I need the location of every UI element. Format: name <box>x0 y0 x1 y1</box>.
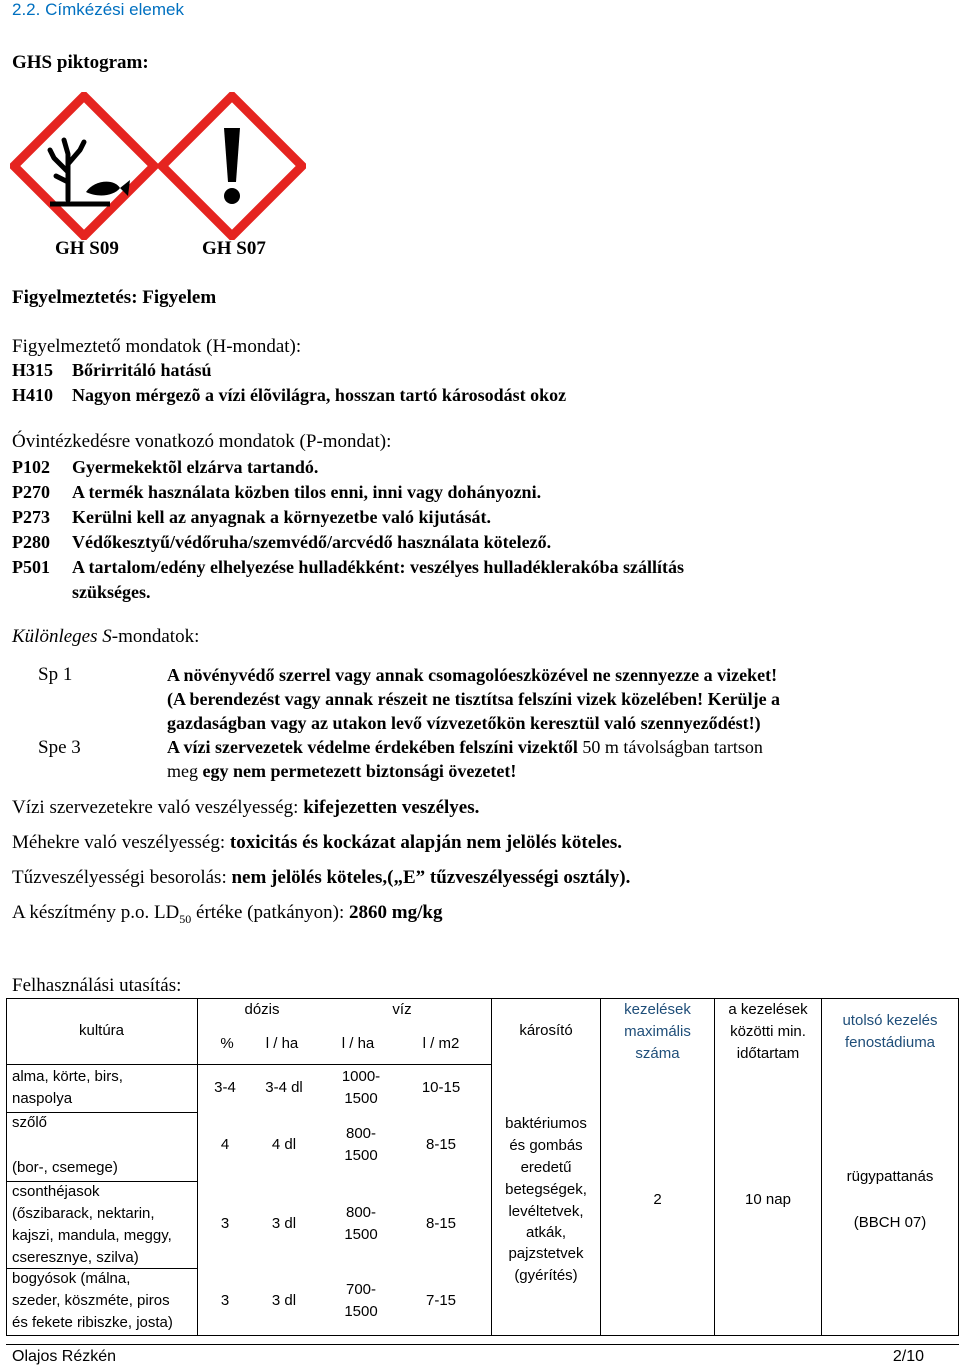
s-line-5-bold: egy nem permetezett biztonsági övezetet! <box>202 761 517 781</box>
h-statements-heading: Figyelmeztető mondatok (H-mondat): <box>12 336 302 357</box>
pest-line: betegségek, <box>505 1181 587 1198</box>
hazard-fire <box>12 867 630 889</box>
last-stage-line-1: rügypattanás <box>846 1168 934 1185</box>
table-row-crop: alma, körte, birs, <box>12 1068 123 1085</box>
p-text: A termék használata közben tilos enni, inni vagy dohányozni. <box>72 482 542 502</box>
s-line-5 <box>167 761 516 782</box>
table-cell-dose: 3 dl <box>271 1292 297 1309</box>
section-title: 2.2. Címkézési elemek <box>12 0 184 19</box>
s-line-1: A növényvédő szerrel vagy annak csomagolóeszközével ne szennyezze a vizeket! <box>167 665 778 685</box>
h-statement-item <box>12 360 212 381</box>
max-treatments-value: 2 <box>653 1191 662 1208</box>
signal-word-line <box>12 287 216 309</box>
p-code: P270 <box>12 482 50 502</box>
table-row-crop: (bor-, csemege) <box>12 1159 118 1176</box>
header-last-2: fenostádiuma <box>844 1034 936 1051</box>
p-text: A tartalom/edény elhelyezése hulladékként: veszélyes hulladéklerakóba szállítás <box>72 557 684 577</box>
table-cell-water: 1500 <box>344 1226 378 1243</box>
footer-product-name: Olajos Rézkén <box>12 1348 117 1365</box>
pictogram-label-ghs09: GH S09 <box>55 238 119 259</box>
table-cell-water: 800- <box>345 1204 377 1221</box>
p-code: P280 <box>12 532 50 552</box>
p-statement-item <box>12 507 491 528</box>
table-row-crop: szőlő <box>12 1114 48 1131</box>
p-code: P102 <box>12 457 50 477</box>
table-row-crop: csonthéjasok <box>12 1183 100 1200</box>
h-code: H315 <box>12 360 54 380</box>
pictogram-label-ghs07: GH S07 <box>202 238 266 259</box>
ld50-label-rest: értéke (patkányon): <box>191 902 350 923</box>
pest-line: pajzstetvek <box>508 1245 584 1262</box>
p-text: Kerülni kell az anyagnak a környezetbe való kijutását. <box>72 507 492 527</box>
sp1-code: Sp 1 <box>38 664 73 685</box>
header-max-3: száma <box>635 1045 680 1062</box>
p-text: Gyermekektõl elzárva tartandó. <box>72 457 319 477</box>
table-cell-pct: 3 <box>220 1215 230 1232</box>
header-l-m2: l / m2 <box>422 1035 460 1052</box>
signal-label: Figyelmeztetés: <box>12 287 138 308</box>
ghs-heading: GHS piktogram: <box>12 52 149 73</box>
header-crop: kultúra <box>78 1022 125 1039</box>
s-line-4-bold: A vízi szervezetek védelme érdekében felszíni vizektől <box>167 737 578 757</box>
header-l-ha-water: l / ha <box>341 1035 375 1052</box>
p-code: P501 <box>12 557 50 577</box>
table-cell-water: 1500 <box>344 1090 378 1107</box>
table-row-crop: kajszi, mandula, meggy, <box>12 1227 172 1244</box>
p-statement-item <box>12 482 541 503</box>
s-line-4 <box>167 737 763 758</box>
table-cell-pct: 3 <box>220 1292 230 1309</box>
hazard-value: kifejezetten veszélyes. <box>303 797 480 818</box>
header-water: víz <box>392 1001 412 1018</box>
table-cell-m2: 8-15 <box>425 1215 457 1232</box>
pest-line: (gyérítés) <box>514 1267 578 1284</box>
table-cell-m2: 8-15 <box>425 1136 457 1153</box>
table-cell-dose: 3 dl <box>271 1215 297 1232</box>
hazard-value: nem jelölés köteles,(„E” tűzveszélyességi osztály). <box>231 867 631 888</box>
ld50-value: 2860 mg/kg <box>349 902 443 923</box>
exclamation-mark-icon <box>158 92 306 240</box>
hazard-label: Méhekre való veszélyesség: <box>12 832 230 853</box>
pest-line: és gombás <box>509 1137 583 1154</box>
environment-hazard-icon <box>10 92 158 240</box>
last-stage-line-2: (BBCH 07) <box>853 1214 927 1231</box>
s-statements-heading <box>12 626 199 648</box>
h-text: Nagyon mérgezõ a vízi élõvilágra, hosszan tartó károsodást okoz <box>72 385 567 405</box>
h-text: Bőrirritáló hatású <box>72 360 212 380</box>
table-cell-water: 800- <box>345 1125 377 1142</box>
header-max-1: kezelések <box>624 1001 691 1018</box>
header-last-1: utolsó kezelés <box>842 1012 938 1029</box>
table-cell-m2: 7-15 <box>425 1292 457 1309</box>
table-row-crop: (őszibarack, nektarin, <box>12 1205 155 1222</box>
p-statements-heading: Óvintézkedésre vonatkozó mondatok (P-mondat): <box>12 431 392 452</box>
table-row-crop: bogyósok (málna, <box>12 1270 131 1287</box>
p-statement-item <box>12 532 551 553</box>
usage-heading: Felhasználási utasítás: <box>12 975 182 996</box>
table-cell-pct: 4 <box>220 1136 230 1153</box>
table-cell-water: 1500 <box>344 1147 378 1164</box>
hazard-label: Tűzveszélyességi besorolás: <box>12 867 232 888</box>
p-statement-item <box>12 457 318 478</box>
signal-value: Figyelem <box>142 287 217 308</box>
p-text: Védőkesztyű/védőruha/szemvédő/arcvédő használata kötelező. <box>72 532 552 552</box>
table-row-crop: cseresznye, szilva) <box>12 1249 139 1266</box>
ld50-line <box>12 902 442 927</box>
header-pct: % <box>220 1035 234 1052</box>
table-cell-water: 1500 <box>344 1303 378 1320</box>
s-line-3: gazdaságban vagy az utakon levő vízvezetőkön keresztül való szennyeződést!) <box>167 713 761 733</box>
table-cell-water: 700- <box>345 1281 377 1298</box>
header-dose: dózis <box>244 1001 280 1018</box>
s-line-5-start: meg <box>167 761 203 781</box>
pest-line: eredetű <box>520 1159 572 1176</box>
table-row-crop: szeder, köszméte, piros <box>12 1292 170 1309</box>
p-text-continuation: szükséges. <box>72 582 151 602</box>
header-pest: károsító <box>519 1022 573 1039</box>
header-max-2: maximális <box>624 1023 691 1040</box>
ld50-subscript: 50 <box>179 911 192 926</box>
spe3-code: Spe 3 <box>38 737 81 758</box>
hazard-aquatic <box>12 797 479 819</box>
footer-page-number: 2/10 <box>892 1348 924 1365</box>
table-row-crop: naspolya <box>12 1090 73 1107</box>
table-cell-m2: 10-15 <box>421 1079 461 1096</box>
s-heading-rest: -mondatok: <box>111 626 200 647</box>
hazard-label: Vízi szervezetekre való veszélyesség: <box>12 797 304 818</box>
pest-line: levéltetvek, <box>508 1203 584 1220</box>
header-interval-1: a kezelések <box>728 1001 808 1018</box>
interval-value: 10 nap <box>745 1191 791 1208</box>
pest-line: atkák, <box>525 1224 567 1241</box>
table-cell-dose: 4 dl <box>271 1136 297 1153</box>
hazard-bees <box>12 832 622 854</box>
s-heading-italic: Különleges S <box>12 626 112 647</box>
header-interval-3: időtartam <box>736 1045 800 1062</box>
table-cell-dose: 3-4 dl <box>265 1079 303 1096</box>
header-interval-2: közötti min. <box>730 1023 806 1040</box>
p-code: P273 <box>12 507 50 527</box>
header-l-ha-dose: l / ha <box>265 1035 299 1052</box>
pest-line: baktériumos <box>505 1115 587 1132</box>
h-statement-item <box>12 385 566 406</box>
h-code: H410 <box>12 385 54 405</box>
p-statement-item <box>12 557 684 578</box>
footer-divider <box>6 1344 959 1345</box>
table-cell-water: 1000- <box>341 1068 381 1085</box>
ld50-label: A készítmény p.o. LD <box>12 902 180 923</box>
table-cell-pct: 3-4 <box>214 1079 236 1096</box>
s-line-4-rest: 50 m távolságban tartson <box>577 737 763 757</box>
hazard-value: toxicitás és kockázat alapján nem jelölés köteles. <box>229 832 622 853</box>
table-row-crop: és fekete ribiszke, josta) <box>12 1314 173 1331</box>
s-line-2: (A berendezést vagy annak részeit ne tisztítsa felszíni vizek közelében! Kerülje a <box>167 689 781 709</box>
